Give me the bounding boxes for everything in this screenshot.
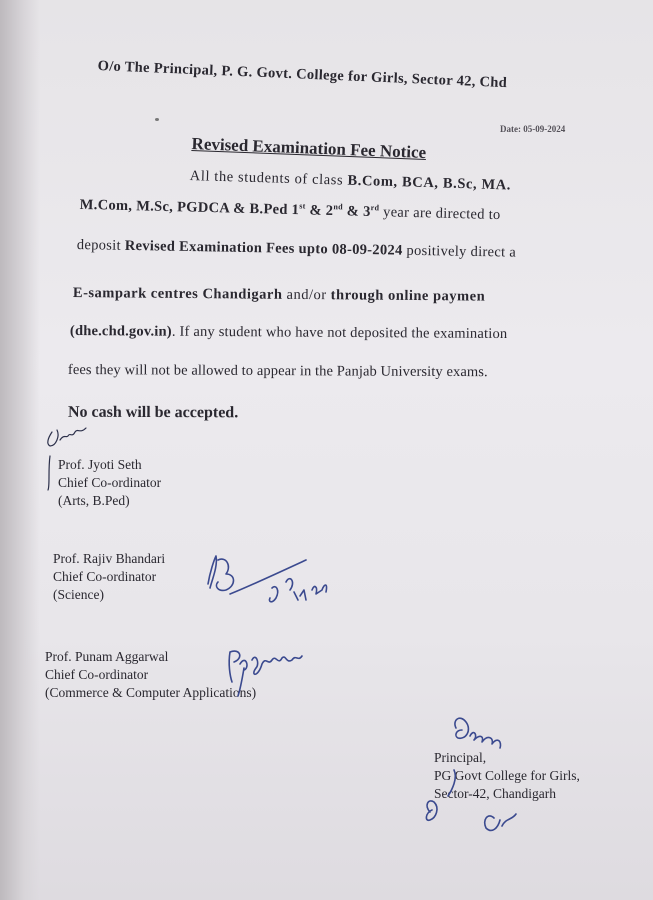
signatory-block-commerce	[45, 648, 256, 702]
year-text: & 3	[342, 203, 371, 220]
ordinal-suffix: nd	[333, 202, 344, 212]
signatory-dept: (Arts, B.Ped)	[58, 493, 130, 508]
body-line-6: fees they will not be allowed to appear in the Panjab University exams.	[67, 362, 488, 381]
signatory-name: Prof. Rajiv Bhandari	[53, 551, 166, 566]
online-payment: through online paymen	[330, 287, 486, 305]
ink-dot	[155, 118, 159, 121]
class-list: B.Com, BCA, B.Sc, MA.	[347, 172, 512, 194]
body-text: and/or	[282, 286, 331, 304]
body-text: year are directed to	[378, 204, 501, 224]
fee-deadline: Revised Examination Fees upto 08-09-2024	[124, 237, 403, 259]
body-line-4	[73, 285, 485, 306]
signatory-role: Chief Co-ordinator	[58, 475, 162, 490]
no-cash-warning: No cash will be accepted.	[67, 403, 239, 422]
signatory-name: Prof. Punam Aggarwal	[45, 649, 169, 664]
notice-date: Date: 05-09-2024	[500, 124, 566, 134]
office-header: O/o The Principal, P. G. Govt. College for Girls, Sector 42, Chd	[97, 58, 508, 92]
body-line-3	[77, 237, 516, 262]
year-text: & 2	[305, 202, 334, 220]
ordinal-suffix: rd	[370, 203, 380, 213]
body-line-1	[189, 168, 511, 195]
paper-fold-shadow	[0, 0, 40, 900]
principal-address: Sector-42, Chandigarh	[434, 786, 556, 801]
principal-title: Principal,	[434, 750, 487, 765]
payment-website: (dhe.chd.gov.in)	[69, 323, 172, 340]
body-text: deposit	[76, 237, 125, 254]
principal-block	[434, 749, 580, 803]
body-line-2	[80, 196, 501, 224]
body-text: positively direct a	[402, 242, 517, 261]
signatory-block-science	[53, 550, 165, 604]
body-text: . If any student who have not deposited the examination	[171, 323, 508, 343]
signatory-block-arts	[58, 456, 161, 510]
signatory-dept: (Commerce & Computer Applications)	[45, 685, 257, 700]
ordinal-suffix: st	[299, 201, 306, 211]
signatory-name: Prof. Jyoti Seth	[58, 457, 142, 472]
notice-title: Revised Examination Fee Notice	[191, 134, 427, 162]
principal-college: PG Govt College for Girls,	[434, 768, 580, 783]
signature-rajiv-bhandari	[208, 556, 327, 602]
payment-centre: E-sampark centres Chandigarh	[72, 285, 283, 303]
signatory-role: Chief Co-ordinator	[53, 569, 157, 584]
body-line-5	[70, 323, 508, 343]
signatory-dept: (Science)	[53, 587, 104, 602]
signatory-role: Chief Co-ordinator	[45, 667, 149, 682]
body-text: All the students of class	[189, 168, 348, 189]
class-list: M.Com, M.Sc, PGDCA & B.Ped 1	[79, 196, 300, 219]
